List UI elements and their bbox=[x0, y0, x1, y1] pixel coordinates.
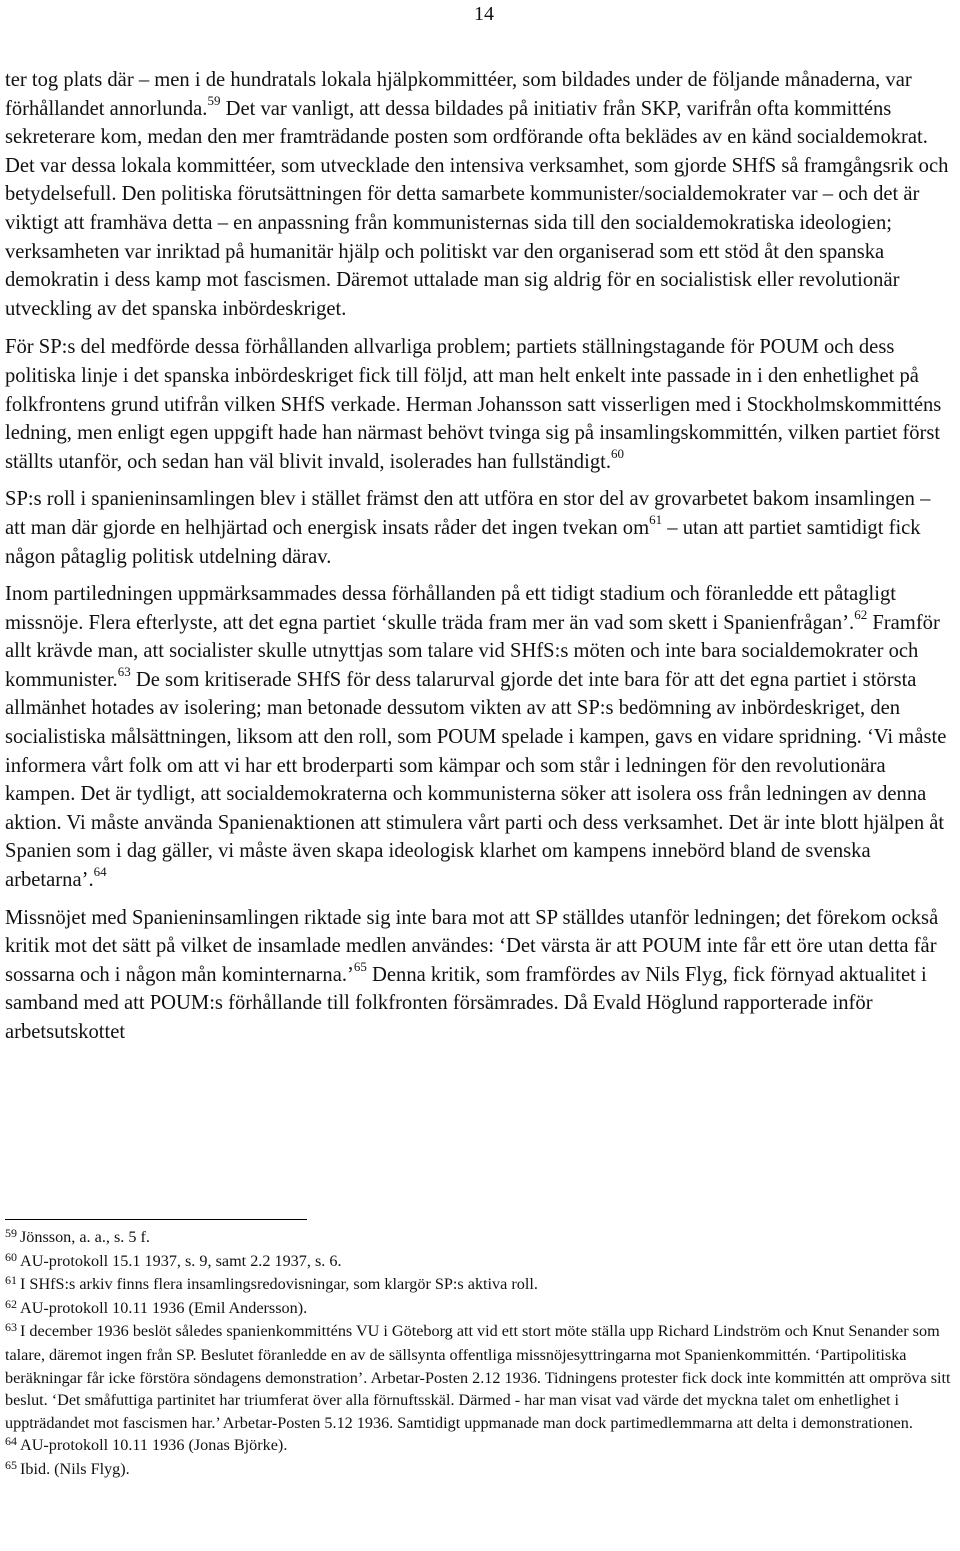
footnote-ref-61: 61 bbox=[649, 512, 663, 528]
footnote-text: Ibid. (Nils Flyg). bbox=[20, 1459, 130, 1478]
footnote-ref-59: 59 bbox=[207, 92, 221, 108]
footnote-number: 63 bbox=[5, 1320, 17, 1335]
footnote-60 bbox=[5, 1250, 953, 1274]
paragraph-text: Inom partiledningen uppmärksammades dessa förhållanden på ett tidigt stadium och föranledde ett påtagligt missnöje. Flera efterlyste, att det egna partiet ‘skulle träda fram mer än vad som skett i Spanienfrågan’. bbox=[5, 583, 896, 634]
footnote-number: 61 bbox=[5, 1273, 17, 1288]
paragraph-text: För SP:s del medförde dessa förhållanden allvarliga problem; partiets ställningstagande för POUM och dess politiska linje i det spanska inbördeskriget fick till följd, att man helt enkelt inte passade in i den enhetlighet på folkfrontens grund utifrån vilken SHfS verkade. Herman Johansson satt visserligen med i Stockholmskommitténs ledning, men enligt egen uppgift hade han närmast behövt tvinga sig på insamlingskommittén, vilken partiet först ställts utanför, och sedan han väl blivit invald, isolerades han fullständigt. bbox=[5, 336, 942, 473]
paragraph-text: SP:s roll i spanieninsamlingen blev i stället främst den att utföra en stor del av grovarbetet bakom insamlingen – att man där gjorde en helhjärtad och energisk insats råder det ingen tvekan om bbox=[5, 488, 931, 539]
paragraph-text: Framför allt krävde man, att socialister skulle utnyttjas som talare vid SHfS:s möten och inte bara socialdemokrater och kommunister. bbox=[5, 611, 940, 691]
footnote-ref-65: 65 bbox=[353, 958, 367, 974]
footnote-text: AU-protokoll 10.11 1936 (Jonas Björke). bbox=[20, 1436, 288, 1455]
footnote-63 bbox=[5, 1320, 953, 1434]
footnote-65 bbox=[5, 1458, 953, 1482]
footnote-61 bbox=[5, 1273, 953, 1297]
paragraph-5 bbox=[5, 904, 953, 1047]
footnote-text: I december 1936 beslöt således spanienkommitténs VU i Göteborg att vid ett stort möte ställa upp Richard Lindström och Knut Senander som talare, däremot ingen från SP. Beslutet föranledde en av de sällsynta offentliga missnöjesyttringarna mot Spanienkommittén. ‘Partipolitiska beräkningar får icke förstöra söndagens demonstration’. Arbetar-Posten 2.12 1936. Tidningens protester fick dock inte kommittén att ompröva sitt beslut. ‘Det småfuttiga partinitet har triumferat över alla förnuftsskäl. Därmed - har man visat vad värde det myckna talet om enhetlighet i uppträdandet mot fascismen har.’ Arbetar-Posten 5.12 1936. Samtidigt uppmanade man dock partimedlemmarna att delta i demonstrationen. bbox=[5, 1322, 951, 1432]
footnote-ref-62: 62 bbox=[854, 606, 868, 622]
footnote-number: 60 bbox=[5, 1249, 17, 1264]
footnote-separator bbox=[5, 1219, 307, 1220]
footnote-text: AU-protokoll 15.1 1937, s. 9, samt 2.2 1937, s. 6. bbox=[20, 1251, 342, 1270]
paragraph-text: De som kritiserade SHfS för dess talarurval gjorde det inte bara för att det egna partiet i största allmänhet hotades av isolering; man betonade dessutom vikten av att SP:s bedömning av inbördeskriget, den socialistiska målsättningen, liksom att den roll, som POUM spelade i kampen, gavs en vidare spridning. ‘Vi måste informera vårt folk om att vi har ett broderparti som kämpar och som står i ledningen för den revolutionära kampen. Det är tydligt, att socialdemokraterna och kommunisterna söker att isolera oss från ledningen av denna aktion. Vi måste använda Spanienaktionen att stimulera vårt parti och dess verksamhet. Det är inte blott hjälpen åt Spanien som i dag gäller, vi måste även skapa ideologisk klarhet om kampens innebörd bland de svenska arbetarna’. bbox=[5, 668, 947, 892]
footnote-number: 65 bbox=[5, 1457, 17, 1472]
footnotes bbox=[5, 1226, 953, 1482]
paragraph-2 bbox=[5, 333, 953, 476]
paragraph-text: ter tog plats där – men i de hundratals lokala hjälpkommittéer, som bildades under de följande månaderna, var förhållandet annorlunda. bbox=[5, 69, 912, 120]
footnote-number: 62 bbox=[5, 1296, 17, 1311]
footnote-64 bbox=[5, 1434, 953, 1458]
footnote-59 bbox=[5, 1226, 953, 1250]
footnote-text: Jönsson, a. a., s. 5 f. bbox=[20, 1228, 150, 1246]
paragraph-text: – utan att partiet samtidigt fick någon påtaglig politisk utdelning därav. bbox=[5, 516, 921, 568]
footnote-ref-64: 64 bbox=[93, 864, 107, 880]
footnote-62 bbox=[5, 1297, 953, 1321]
paragraph-1 bbox=[5, 66, 953, 323]
footnote-number: 64 bbox=[5, 1434, 17, 1449]
paragraph-text: Denna kritik, som framfördes av Nils Flyg, fick förnyad aktualitet i samband med att POUM:s förhållande till folkfronten försämrades. Då Evald Höglund rapporterade inför arbetsutskottet bbox=[5, 963, 927, 1043]
paragraph-text: Det var vanligt, att dessa bildades på initiativ från SKP, varifrån ofta kommitténs sekreterare kom, medan den mer framträdande posten som ordförande ofta beklädes av en känd socialdemokrat. Det var dessa lokala kommittéer, som utvecklade den intensiva verksamhet, som gjorde SHfS så framgångsrik och betydelsefull. Den politiska förutsättningen för detta samarbete kommunister/socialdemokrater var – och det är viktigt att framhäva detta – en anpassning från kommunisternas sida till den socialdemokratiska ideologien; verksamheten var inriktad på humanitär hjälp och politiskt var den organiserad som ett stöd åt den spanska demokratin i dess kamp mot fascismen. Däremot uttalade man sig aldrig för en socialistisk eller revolutionär utveckling av det spanska inbördeskriget. bbox=[5, 97, 949, 320]
footnote-number: 59 bbox=[5, 1226, 17, 1240]
paragraph-3 bbox=[5, 485, 953, 571]
footnote-text: AU-protokoll 10.11 1936 (Emil Andersson). bbox=[20, 1298, 308, 1317]
footnote-ref-60: 60 bbox=[611, 445, 624, 461]
body-text bbox=[5, 66, 953, 1056]
paragraph-4 bbox=[5, 580, 953, 895]
paragraph-text: Missnöjet med Spanieninsamlingen riktade sig inte bara mot att SP ställdes utanför ledningen; det förekom också kritik mot det sätt på vilket de insamlade medlen användes: ‘Det värsta är att POUM inte får ett öre utan detta får sossarna och i någon mån kominternarna.’ bbox=[5, 906, 939, 986]
page-number: 14 bbox=[474, 3, 494, 25]
footnote-ref-63: 63 bbox=[117, 664, 131, 680]
footnote-text: I SHfS:s arkiv finns flera insamlingsredovisningar, som klargör SP:s aktiva roll. bbox=[20, 1275, 538, 1294]
